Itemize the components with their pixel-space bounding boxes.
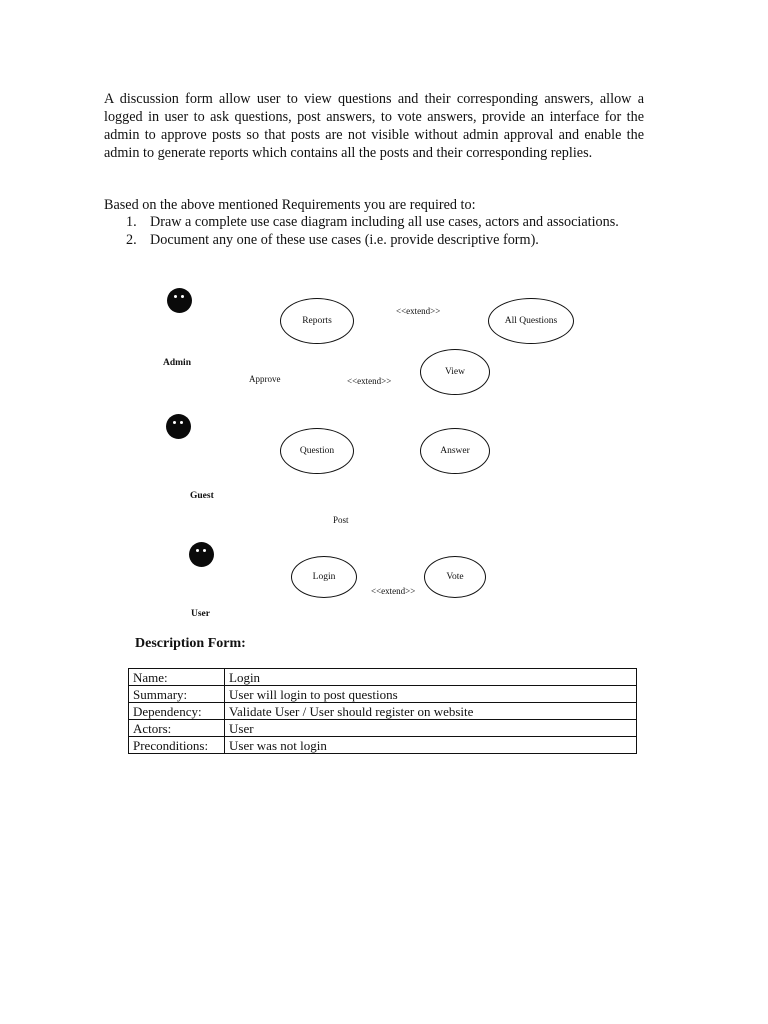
use-case-view: View (420, 349, 490, 395)
approve-label: Approve (249, 374, 281, 384)
extend-label-middle: <<extend>> (347, 376, 392, 386)
table-cell-key: Preconditions: (129, 737, 225, 754)
table-row (129, 720, 637, 737)
table-cell-value: User will login to post questions (225, 686, 637, 703)
table-cell-key: Actors: (129, 720, 225, 737)
requirements-list (104, 213, 644, 249)
guest-actor-icon (166, 414, 191, 439)
table-cell-value: User was not login (225, 737, 637, 754)
admin-actor-label: Admin (163, 358, 191, 368)
requirement-text: Draw a complete use case diagram including all use cases, actors and associations. (150, 214, 619, 230)
use-case-all-questions: All Questions (488, 298, 574, 344)
use-case-question: Question (280, 428, 354, 474)
user-actor-icon (189, 542, 214, 567)
description-form-table (128, 668, 637, 754)
intro-paragraph: A discussion form allow user to view questions and their corresponding answers, allow a logged in user to ask questions, post answers, to vote answers, provide an interface for the admin to approve posts so that posts are not visible without admin approval and enable the admin to generate reports which contains all the posts and their corresponding replies. (104, 91, 644, 161)
admin-actor-icon (167, 288, 192, 313)
extend-label-top: <<extend>> (396, 306, 441, 316)
user-actor-label: User (191, 609, 210, 619)
extend-label-bottom: <<extend>> (371, 586, 416, 596)
table-cell-key: Dependency: (129, 703, 225, 720)
use-case-reports: Reports (280, 298, 354, 344)
requirement-item (104, 213, 644, 231)
table-cell-value: Login (225, 669, 637, 686)
table-cell-key: Summary: (129, 686, 225, 703)
table-row (129, 669, 637, 686)
table-cell-key: Name: (129, 669, 225, 686)
requirements-intro: Based on the above mentioned Requirements you are required to: (104, 197, 476, 213)
table-cell-value: User (225, 720, 637, 737)
table-row (129, 703, 637, 720)
requirement-number: 2. (126, 232, 137, 248)
requirement-text: Document any one of these use cases (i.e. provide descriptive form). (150, 232, 539, 248)
requirement-number: 1. (126, 214, 137, 230)
table-cell-value: Validate User / User should register on website (225, 703, 637, 720)
guest-actor-label: Guest (190, 491, 214, 501)
requirement-item (104, 231, 644, 249)
description-form-title: Description Form: (135, 636, 246, 651)
post-label: Post (333, 515, 349, 525)
use-case-vote: Vote (424, 556, 486, 598)
use-case-answer: Answer (420, 428, 490, 474)
table-row (129, 686, 637, 703)
table-row (129, 737, 637, 754)
use-case-login: Login (291, 556, 357, 598)
